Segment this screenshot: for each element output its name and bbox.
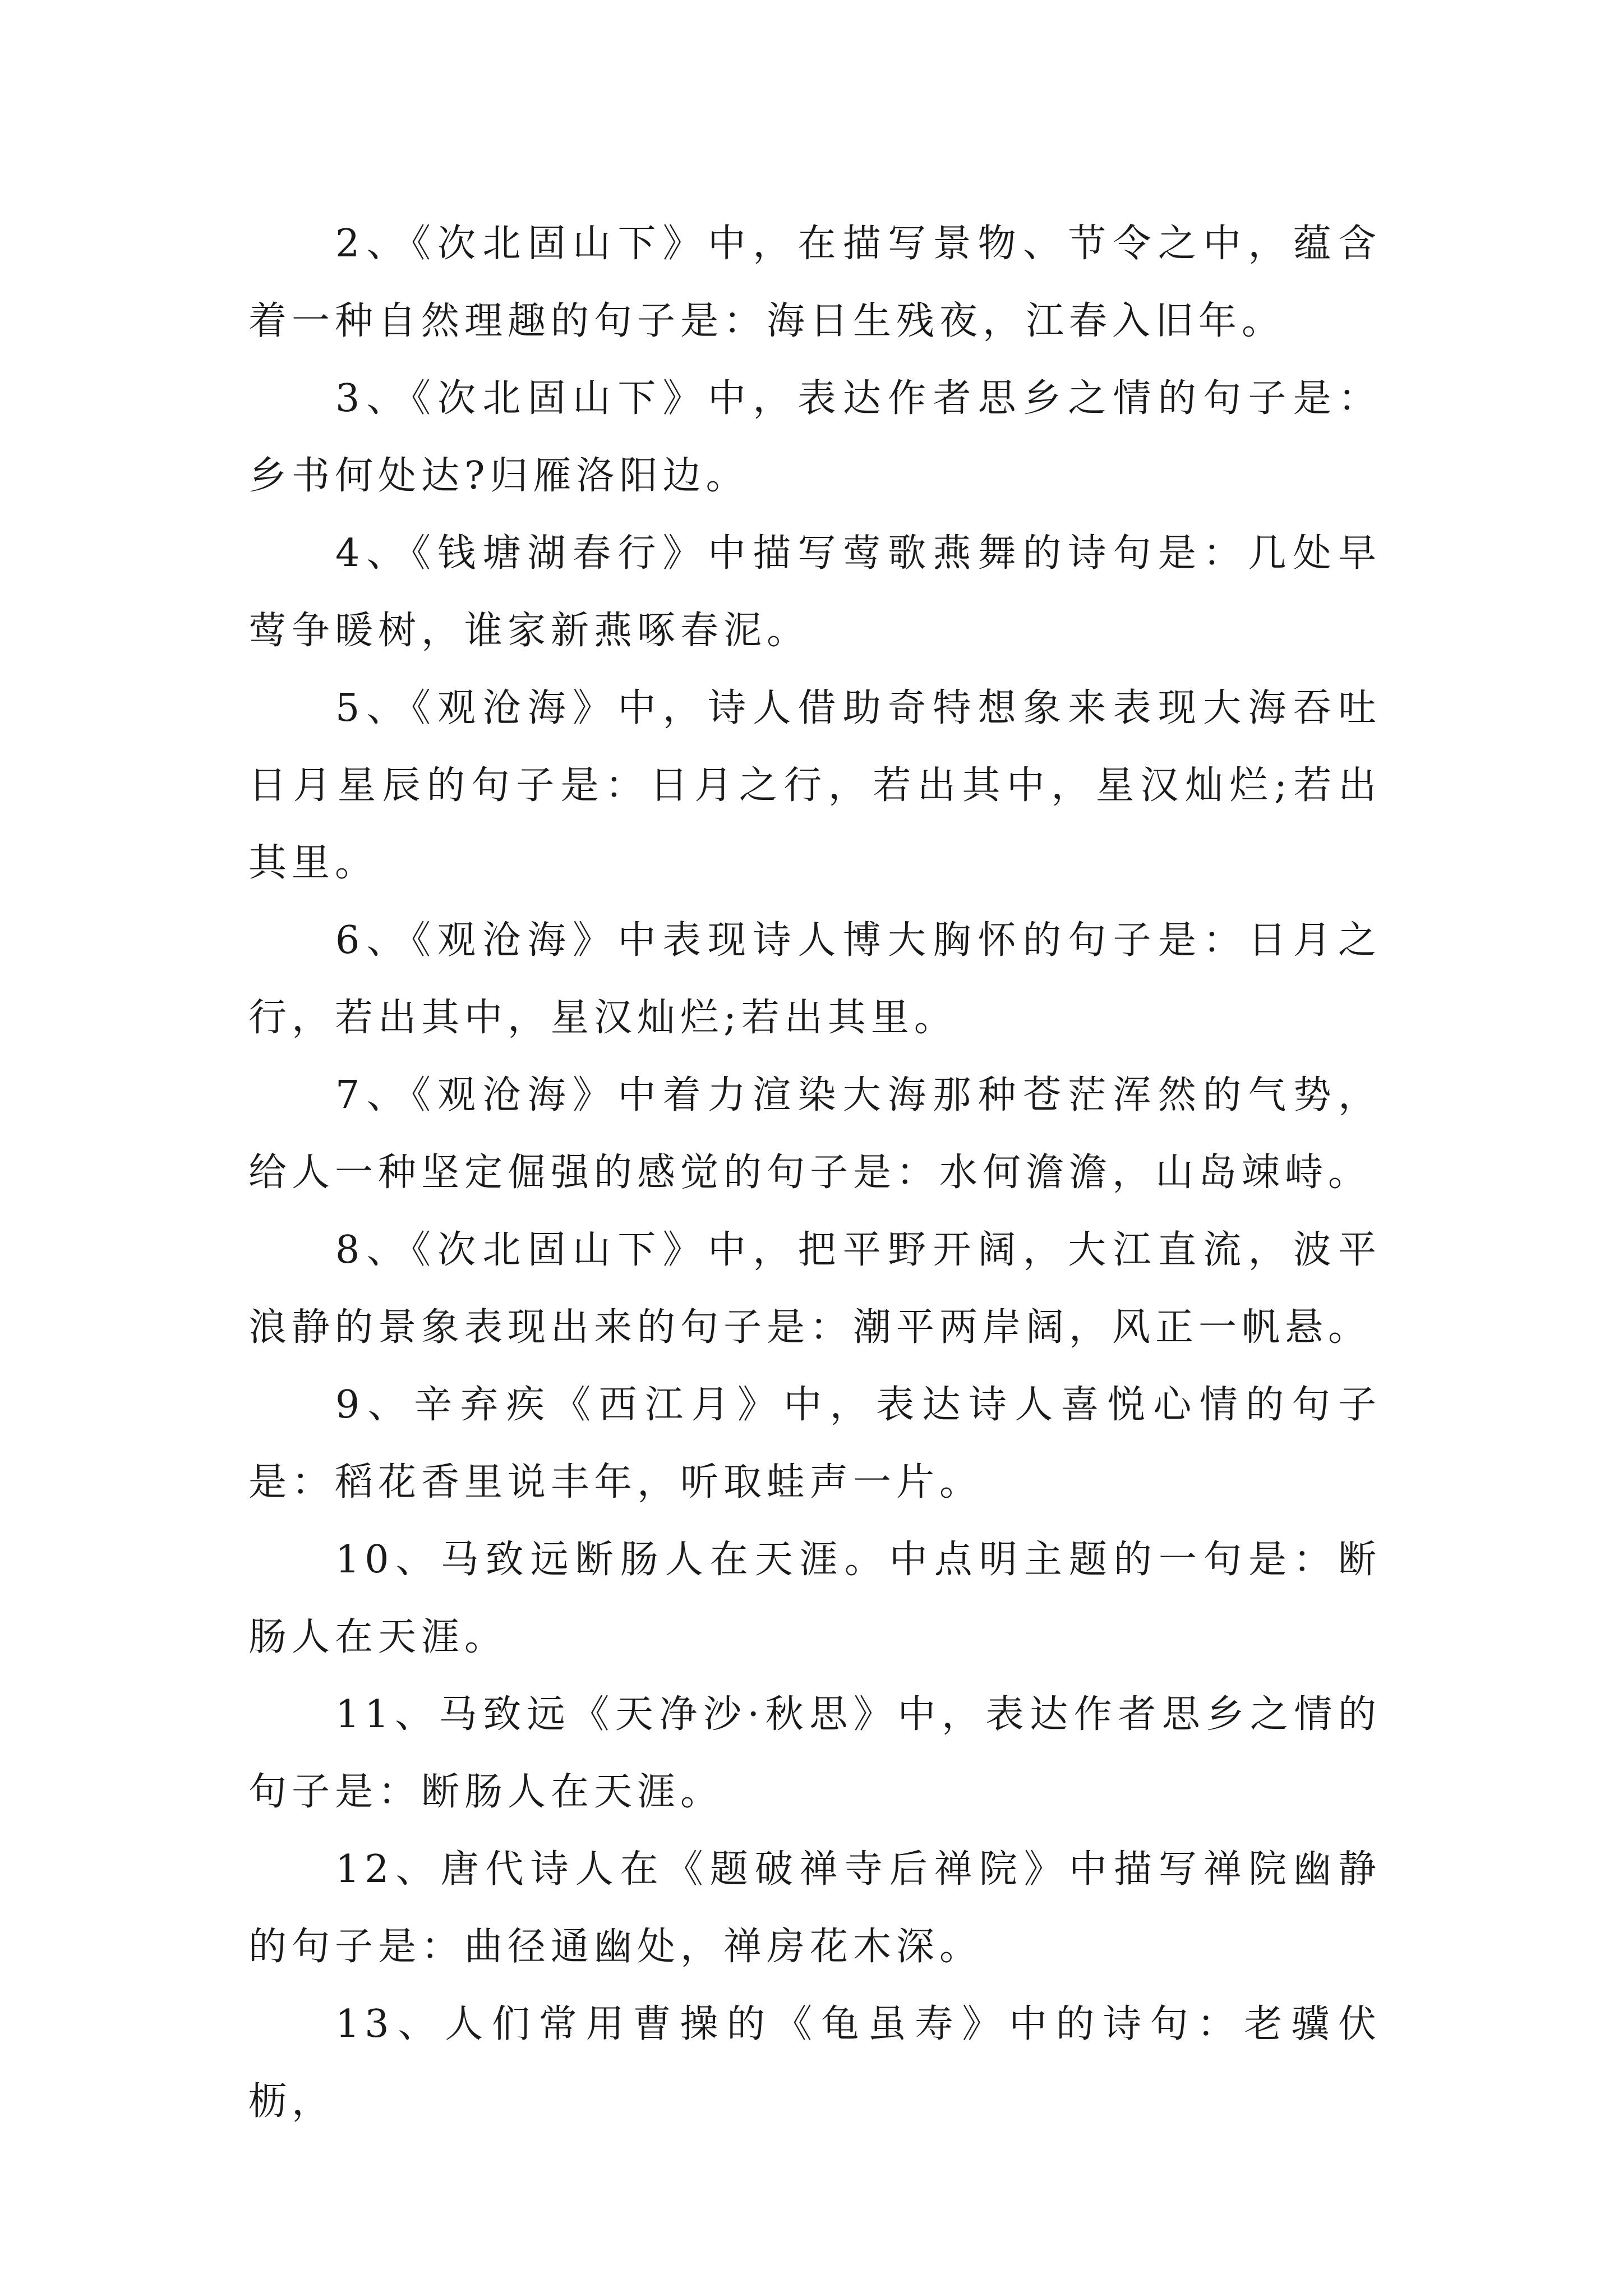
paragraph-item-12: 12、唐代诗人在《题破禅寺后禅院》中描写禅院幽静的句子是：曲径通幽处，禅房花木深。 [248,1847,1381,1969]
paragraph-item-2: 2、《次北固山下》中，在描写景物、节令之中，蕴含着一种自然理趣的句子是：海日生残夜，江春入旧年。 [248,222,1381,343]
paragraph-item-6: 6、《观沧海》中表现诗人博大胸怀的句子是：日月之行，若出其中，星汉灿烂;若出其里。 [248,918,1381,1040]
paragraph-item-8: 8、《次北固山下》中，把平野开阔，大江直流，波平浪静的景象表现出来的句子是：潮平两岸阔，风正一帆悬。 [248,1228,1381,1350]
paragraph-item-9: 9、辛弃疾《西江月》中，表达诗人喜悦心情的句子是：稻花香里说丰年，听取蛙声一片。 [248,1383,1381,1504]
paragraph-item-3: 3、《次北固山下》中，表达作者思乡之情的句子是：乡书何处达?归雁洛阳边。 [248,376,1381,498]
paragraph-item-7: 7、《观沧海》中着力渲染大海那种苍茫浑然的气势，给人一种坚定倔强的感觉的句子是：水何澹澹，山岛竦峙。 [248,1073,1381,1195]
paragraph-item-10: 10、马致远断肠人在天涯。中点明主题的一句是：断肠人在天涯。 [248,1538,1381,1659]
document-body [248,205,1381,2141]
paragraph-item-5: 5、《观沧海》中，诗人借助奇特想象来表现大海吞吐日月星辰的句子是：日月之行，若出其中，星汉灿烂;若出其里。 [248,686,1381,885]
paragraph-item-11: 11、马致远《天净沙·秋思》中，表达作者思乡之情的句子是：断肠人在天涯。 [248,1692,1381,1814]
paragraph-item-13: 13、人们常用曹操的《龟虽寿》中的诗句：老骥伏枥， [248,2002,1381,2124]
paragraph-item-4: 4、《钱塘湖春行》中描写莺歌燕舞的诗句是：几处早莺争暖树，谁家新燕啄春泥。 [248,531,1381,653]
